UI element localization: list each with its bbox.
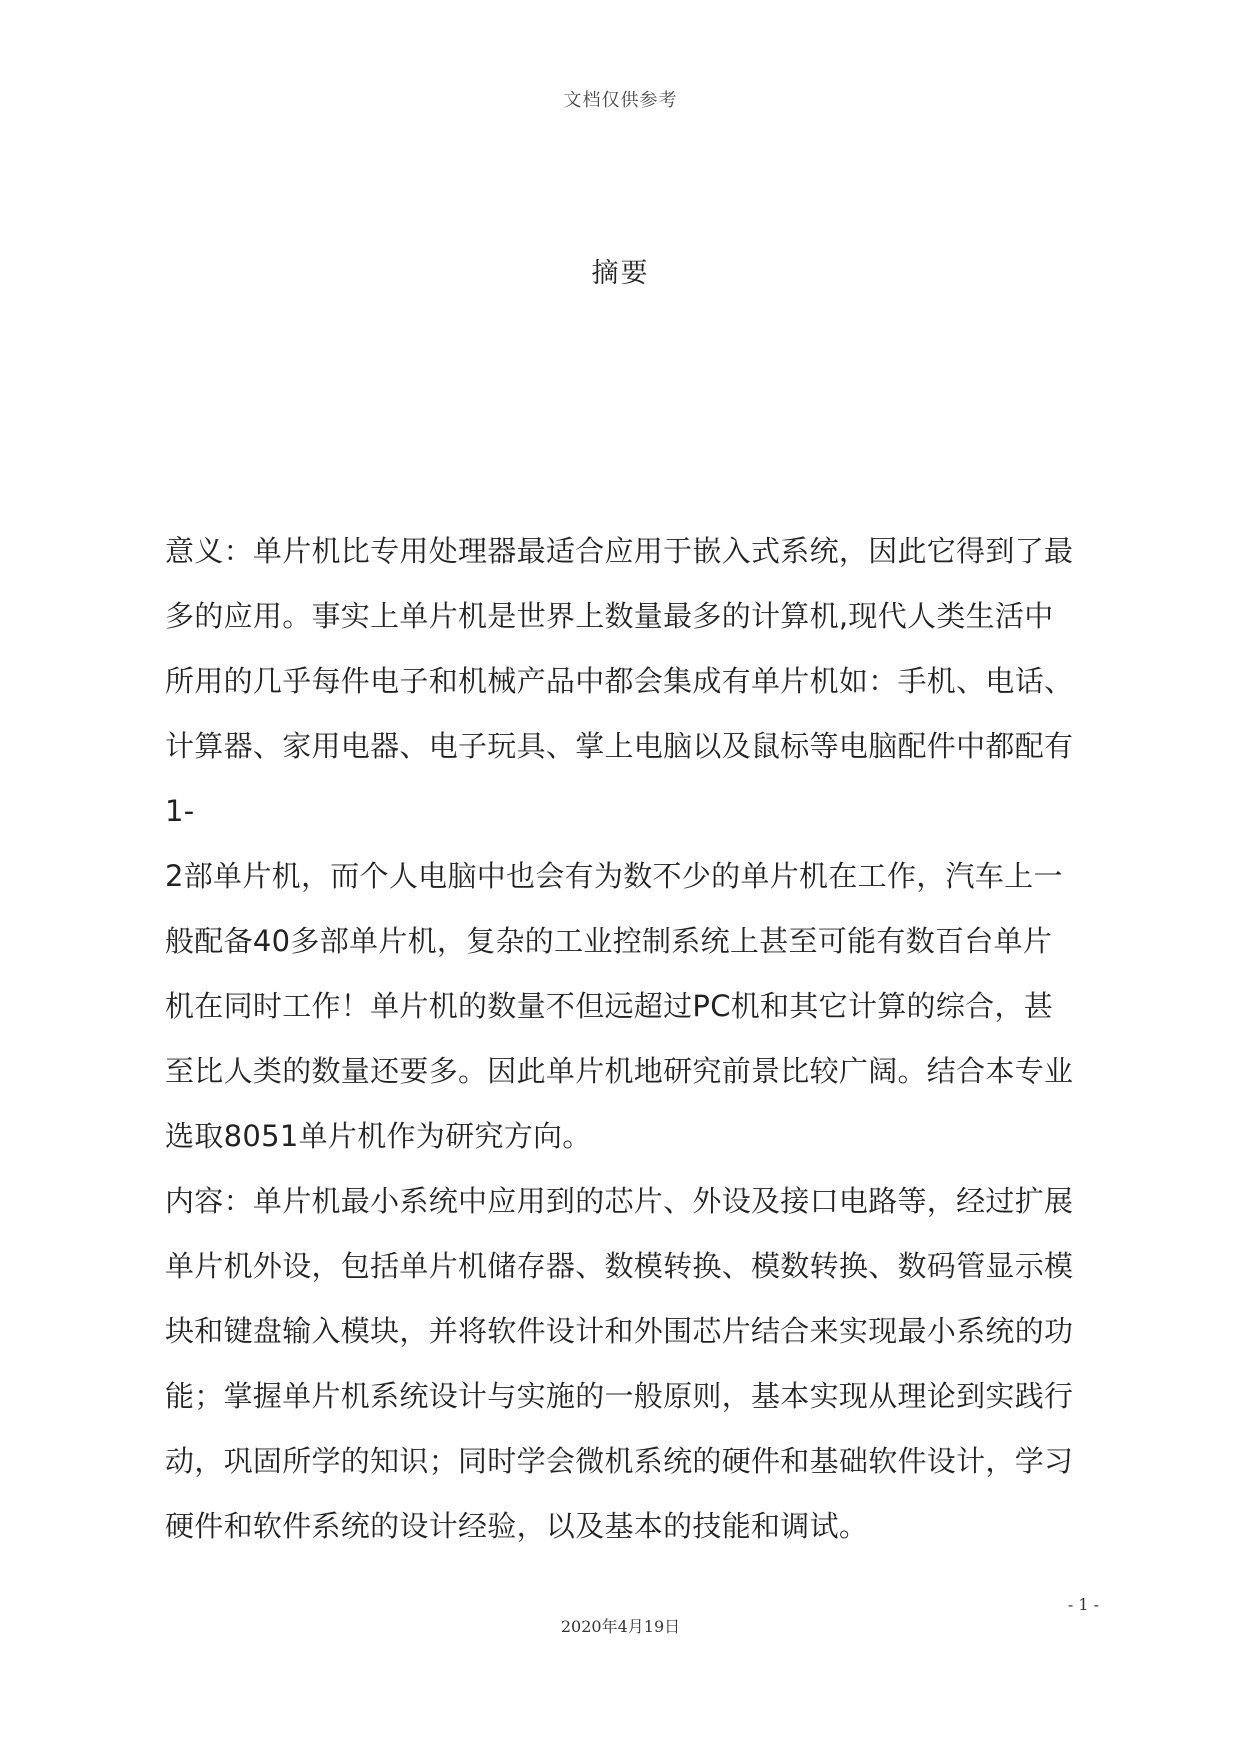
body-line: 能；掌握单片机系统设计与实施的一般原则，基本实现从理论到实践行 [165,1379,1074,1413]
body-line: 计算器、家用电器、电子玩具、掌上电脑以及鼠标等电脑配件中都配有 [165,729,1074,763]
body-line: 2部单片机，而个人电脑中也会有为数不少的单片机在工作，汽车上一 [165,859,1063,893]
footer-date: 2020年4月19日 [560,1617,681,1636]
body-line: 1- [165,794,195,828]
body-line: 内容：单片机最小系统中应用到的芯片、外设及接口电路等，经过扩展 [165,1184,1074,1218]
body-line: 动，巩固所学的知识；同时学会微机系统的硬件和基础软件设计，学习 [165,1444,1074,1478]
header-note: 文档仅供参考 [563,90,678,111]
body-line: 所用的几乎每件电子和机械产品中都会集成有单片机如：手机、电话、 [165,664,1074,698]
body-line: 块和键盘输入模块，并将软件设计和外围芯片结合来实现最小系统的功 [165,1314,1074,1348]
body-line: 机在同时工作！单片机的数量不但远超过PC机和其它计算的综合，甚 [165,989,1054,1023]
body-line: 单片机外设，包括单片机储存器、数模转换、模数转换、数码管显示模 [165,1249,1074,1283]
abstract-body [165,519,1095,1559]
page-title: 摘要 [591,258,650,289]
body-line: 硬件和软件系统的设计经验，以及基本的技能和调试。 [165,1509,869,1543]
body-line: 多的应用。事实上单片机是世界上数量最多的计算机,现代人类生活中 [165,599,1054,633]
page-number: - 1 - [1067,1595,1099,1614]
body-line: 意义：单片机比专用处理器最适合应用于嵌入式系统，因此它得到了最 [165,534,1074,568]
body-line: 选取8051单片机作为研究方向。 [165,1119,592,1153]
body-line: 至比人类的数量还要多。因此单片机地研究前景比较广阔。结合本专业 [165,1054,1074,1088]
body-line: 般配备40多部单片机，复杂的工业控制系统上甚至可能有数百台单片 [165,924,1053,958]
